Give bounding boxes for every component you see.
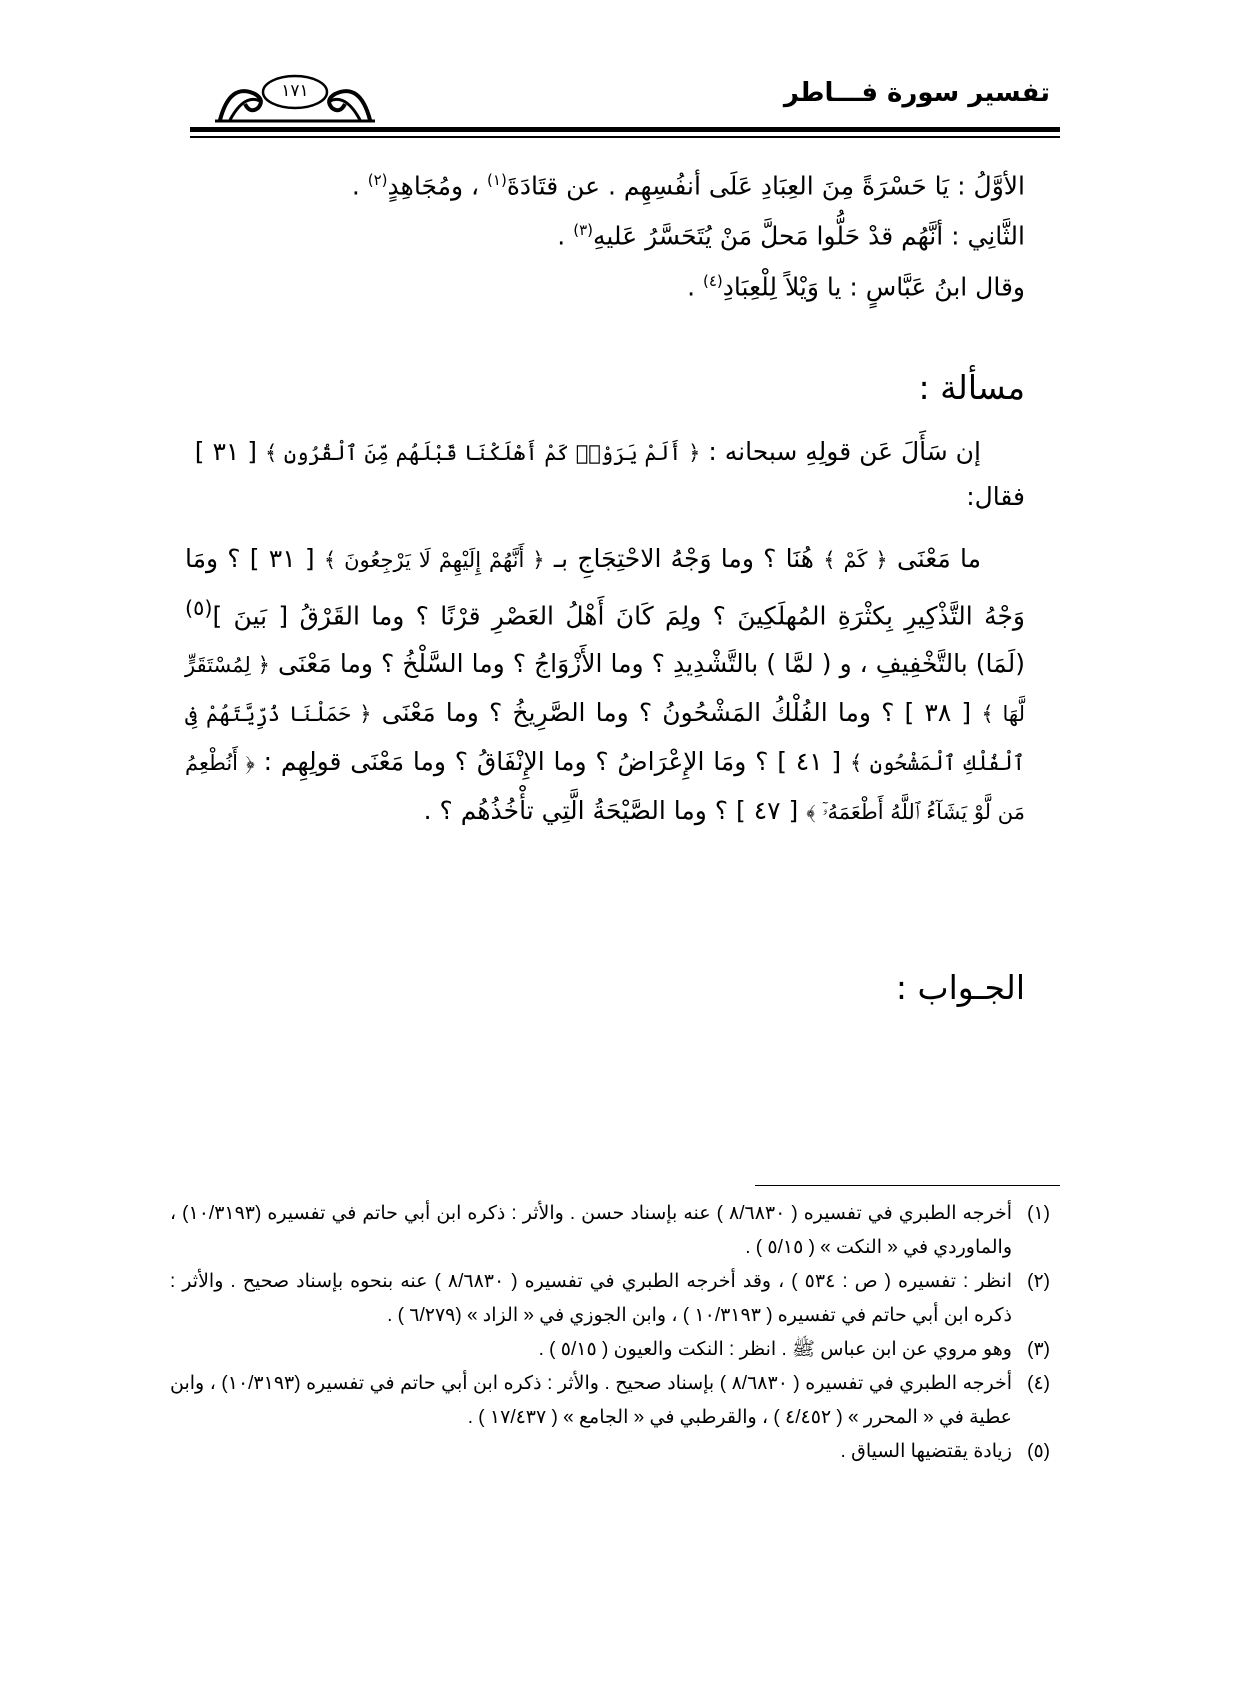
footnote-ref-2[interactable]: (٢): [367, 171, 388, 189]
book-title: تفسير سورة فـــاطر: [783, 78, 1050, 108]
footnote-item: [170, 1435, 1050, 1469]
opinion-line-1: الأوَّلُ : يَا حَسْرَةً مِنَ العِبَادِ عَلَى أنفُسِهِم . عن قتَادَةَ$^{(١)}$ ، ومُجَاهِدٍ$^{(٢)}$ .: [351, 171, 1025, 201]
verse-ref: [ ٣١ ]: [194, 437, 257, 466]
page-number: ١٧١: [281, 81, 309, 101]
footnote-ref-5[interactable]: (٥): [185, 596, 213, 620]
footnote-ref-3[interactable]: (٣): [573, 221, 593, 240]
footnote-item: [170, 1265, 1050, 1333]
footnote-item: [170, 1367, 1050, 1435]
footnote-number: (٣): [1027, 1339, 1050, 1360]
footnote-ref-4[interactable]: (٤): [703, 271, 723, 290]
verse-quote: ﴿ كَمْ ﴾: [823, 548, 888, 572]
question-intro-tail: فقال:: [966, 482, 1025, 511]
opinion-line-3: وقال ابنُ عَبَّاسٍ : يا وَيْلاً لِلْعِبَادِ$^{(٤)}$ .: [687, 271, 1025, 301]
verse-quote: ﴿ أَلَمْ يَرَوْا۟ كَمْ أَهْلَكْنَا قَبْلَهُم مِّنَ ٱلْقُرُونِ ﴾: [264, 441, 701, 465]
header-rule-thick: [190, 127, 1060, 132]
page-number-ornament: [210, 72, 380, 124]
footnote-number: (٢): [1027, 1271, 1050, 1292]
question-list: ما مَعْنَى ﴿ كَمْ ﴾ هُنَا ؟ وما وَجْهُ الاحْتِجَاجِ بـ ﴿ أَنَّهُمْ إِلَيْهِمْ لَا يَرْجِعُونَ ﴾ [ ٣١ ] ؟ ومَا وَجْهُ التَّذْكِيرِ بِكثْرَةِ المُهلَكِينَ ؟ ولِمَ كَانَ أَهْلُ العَصْرِ قرْنًا ؟ وما القَرْقُ [ بَينَ ]$^{(٥)}$ (لَمَا) بالتَّخْفِيفِ ، و ( لمَّا ) بالتَّشْدِيدِ ؟ وما الأَزْوَاجُ ؟ وما السَّلْخُ ؟ وما مَعْنَى ﴿ لِمُسْتَقَرٍّ لَّهَا ﴾ [ ٣٨ ] ؟ وما الفُلْكُ المَشْحُونُ ؟ وما الصَّرِيخُ ؟ وما مَعْنَى ﴿ حَمَلْنَا ذُرِّيَّتَهُمْ فِى ٱلْفُلْكِ ٱلْمَشْحُونِ ﴾ [ ٤١ ] ؟ ومَا الإِعْرَاضُ ؟ وما الإِنْفَاقُ ؟ وما مَعْنَى قولِهِم : ﴿ أَنُطْعِمُ مَن لَّوْ يَشَآءُ ٱللَّهُ أَطْعَمَهُۥٓ ﴾ [ ٤٧ ] ؟ وما الصَّيْحَةُ الَّتِي تأْخُذُهُم ؟ .: [185, 544, 1025, 826]
verse-quote: ﴿ أَنَّهُمْ إِلَيْهِمْ لَا يَرْجِعُونَ ﴾: [323, 548, 545, 572]
verse-quote: ﴿ حَمَلْنَا ذُرِّيَّتَهُمْ فِى ٱلْفُلْكِ ٱلْمَشْحُونِ ﴾: [185, 702, 1025, 776]
question-intro: إن سَأَلَ عَن قولِهِ سبحانه : ﴿ أَلَمْ يَرَوْا۟ كَمْ أَهْلَكْنَا قَبْلَهُم مِّنَ ٱلْقُرُونِ ﴾ [ ٣١ ] فقال:: [205, 430, 1025, 519]
verse-quote: ﴿ أَنُطْعِمُ مَن لَّوْ يَشَآءُ ٱللَّهُ أَطْعَمَهُۥٓ ﴾: [185, 751, 1025, 825]
header-rule-thin: [190, 136, 1060, 138]
footnote-text: أخرجه الطبري في تفسيره ( ٨/٦٨٣٠ ) عنه بإسناد حسن . والأثر : ذكره ابن أبي حاتم في تفسيره (١٠/٣١٩٣) ، والماوردي في « النكت » ( ٥/١٥ ) .: [170, 1203, 1012, 1258]
opinions-block: [205, 158, 1025, 309]
footnote-ref-1[interactable]: (١): [487, 171, 507, 189]
answer-heading: الجـواب :: [895, 968, 1025, 1007]
footnote-text: زيادة يقتضيها السياق .: [840, 1441, 1012, 1462]
footnote-text: أخرجه الطبري في تفسيره ( ٨/٦٨٣٠ ) بإسناد صحيح . والأثر : ذكره ابن أبي حاتم في تفسيره (١٠/٣١٩٣) ، وابن عطية في « المحرر » ( ٤/٤٥٢ ) ، والقرطبي في « الجامع » ( ١٧/٤٣٧ ) .: [170, 1373, 1013, 1428]
question-heading: مسألة :: [918, 368, 1025, 407]
footnote-item: [170, 1333, 1050, 1367]
opinion-line-2: الثَّانِي : أنَّهُم قدْ حَلُّوا مَحلَّ مَنْ يُتَحَسَّرُ عَليهِ$^{(٣)}$ .: [557, 221, 1025, 251]
footnote-text: وهو مروي عن ابن عباس ﷺ . انظر : النكت والعيون ( ٥/١٥ ) .: [538, 1339, 1012, 1360]
footnotes: [170, 1197, 1050, 1469]
footnote-text: انظر : تفسيره ( ص : ٥٣٤ ) ، وقد أخرجه الطبري في تفسيره ( ٨/٦٨٣٠ ) عنه بنحوه بإسناد صحيح . والأثر : ذكره ابن أبي حاتم في تفسيره ( ١٠/٣١٩٣ ) ، وابن الجوزي في « الزاد » (٦/٢٧٩ ) .: [170, 1271, 1012, 1326]
footnote-number: (١): [1027, 1203, 1050, 1224]
footnote-number: (٤): [1027, 1373, 1050, 1394]
footnote-separator: [755, 1185, 1060, 1186]
footnote-number: (٥): [1027, 1441, 1050, 1462]
verse-quote: ﴿ لِمُسْتَقَرٍّ لَّهَا ﴾: [185, 653, 1025, 727]
footnote-item: [170, 1197, 1050, 1265]
